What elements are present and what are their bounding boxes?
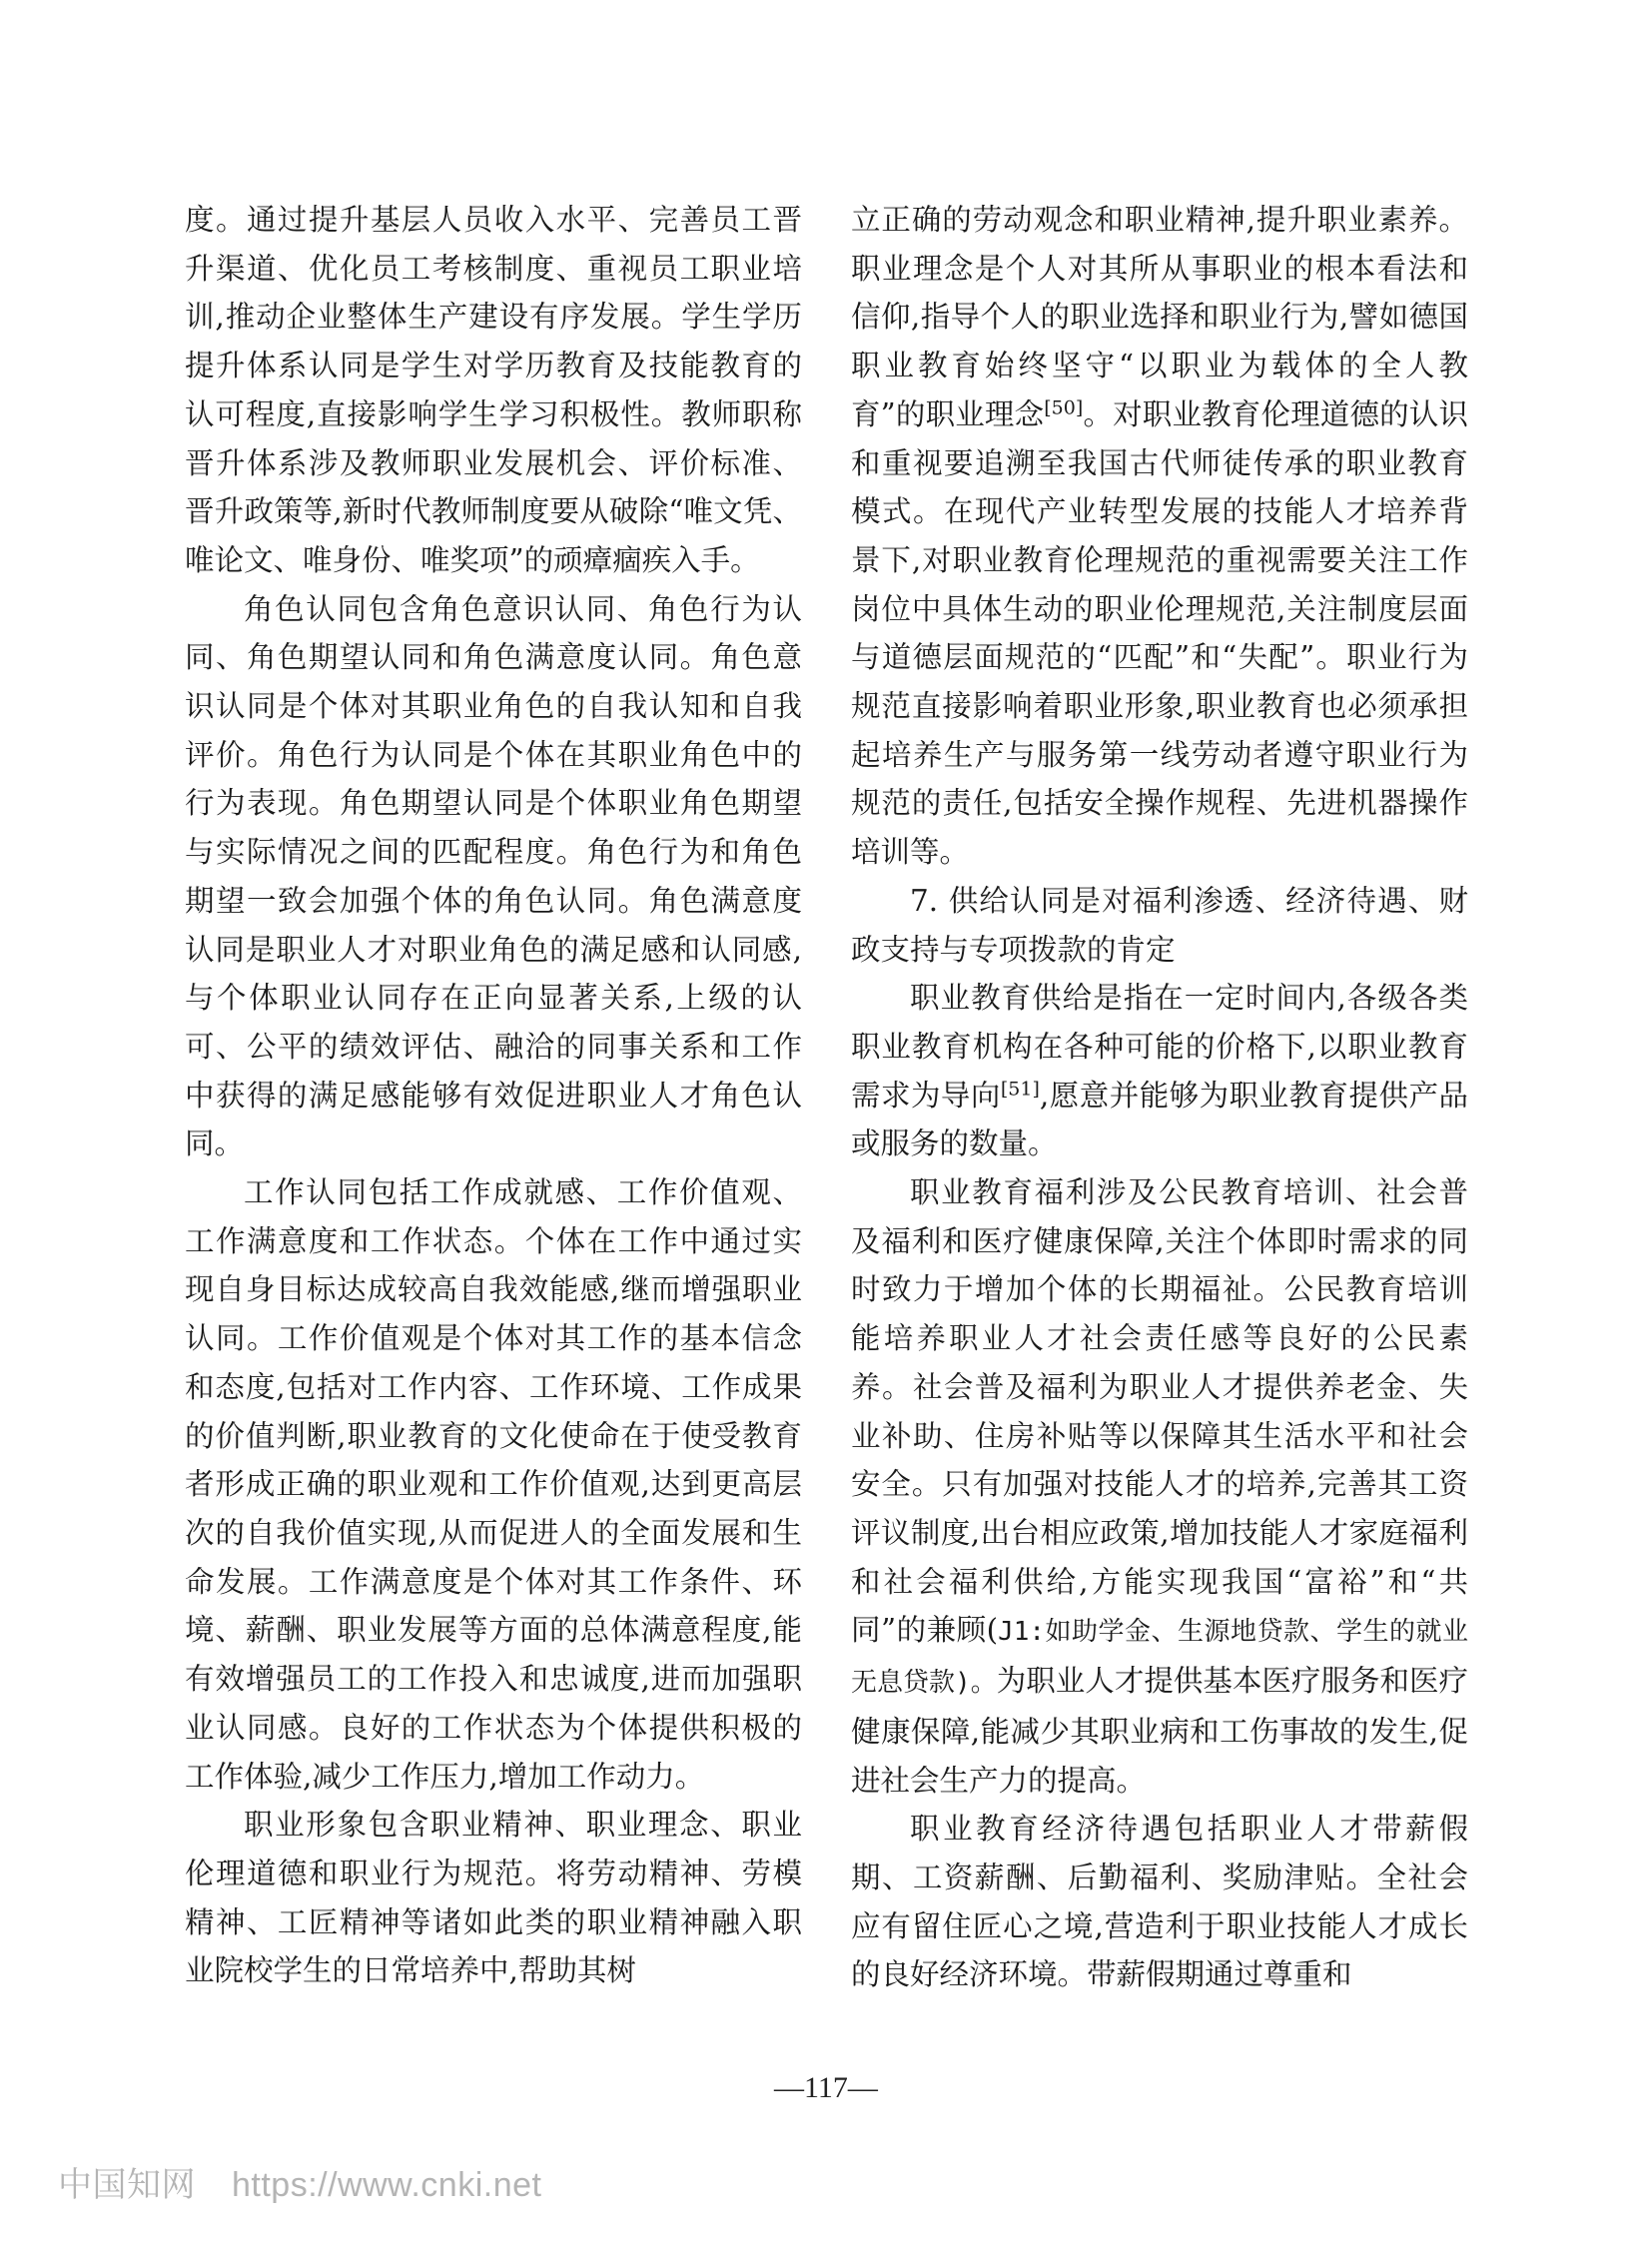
paragraph: 度。通过提升基层人员收入水平、完善员工晋升渠道、优化员工考核制度、重视员工职业培训,推动企业整体生产建设有序发展。学生学历提升体系认同是学生对学历教育及技能教育的认可程度,直接影响学生学习积极性。教师职称晋升体系涉及教师职业发展机会、评价标准、晋升政策等,新时代教师制度要从破除“唯文凭、唯论文、唯身份、唯奖项”的顽瘴痼疾入手。 — [185, 203, 802, 577]
paragraph — [851, 1168, 1468, 1805]
page-number: —117— — [774, 2071, 878, 2104]
paragraph — [851, 974, 1468, 1168]
paragraph — [851, 196, 1468, 877]
paragraph: 职业教育经济待遇包括职业人才带薪假期、工资薪酬、后勤福利、奖励津贴。全社会应有留住匠心之境,营造利于职业技能人才成长的良好经济环境。带薪假期通过尊重和 — [851, 1812, 1468, 1992]
text-run: 职业教育福利涉及公民教育培训、社会普及福利和医疗健康保障,关注个体即时需求的同时致力于增加个体的长期福祉。公民教育培训能培养职业人才社会责任感等良好的公民素养。社会普及福利为职业人才提供养老金、失业补助、住房补贴等以保障其生活水平和社会安全。只有加强对技能人才的培养,完善其工资评议制度,出台相应政策,增加技能人才家庭福利和社会福利供给,方能实现我国“富裕”和“共同”的兼顾( — [851, 1175, 1468, 1648]
text-run: ,愿意并能够为职业教育提供产品或服务的数量。 — [851, 1078, 1468, 1161]
watermark-url: https://www.cnki.net — [232, 2166, 542, 2204]
text-run: 为职业人才提供基本医疗服务和医疗健康保障,能减少其职业病和工伤事故的发生,促进社会生产力的提高。 — [851, 1664, 1468, 1798]
text-run: 立正确的劳动观念和职业精神,提升职业素养。职业理念是个人对其所从事职业的根本看法和信仰,指导个人的职业选择和职业行为,譬如德国职业教育始终坚守“以职业为载体的全人教育”的职业理念 — [851, 203, 1468, 431]
citation-ref: [50] — [1044, 396, 1084, 419]
section-heading: 7. 供给认同是对福利渗透、经济待遇、财政支持与专项拨款的肯定 — [851, 883, 1468, 967]
watermark-brand: 中国知网 — [58, 2166, 196, 2204]
paragraph: 角色认同包含角色意识认同、角色行为认同、角色期望认同和角色满意度认同。角色意识认同是个体对其职业角色的自我认知和自我评价。角色行为认同是个体在其职业角色中的行为表现。角色期望认同是个体职业角色期望与实际情况之间的匹配程度。角色行为和角色期望一致会加强个体的角色认同。角色满意度认同是职业人才对职业角色的满足感和认同感,与个体职业认同存在正向显著关系,上级的认可、公平的绩效评估、融洽的同事关系和工作中获得的满足感能够有效促进职业人才角色认同。 — [185, 591, 802, 1161]
right-column — [851, 196, 1468, 1999]
text-run: 职业教育供给是指在一定时间内,各级各类职业教育机构在各种可能的价格下,以职业教育需求为导向 — [851, 981, 1468, 1113]
paragraph: 工作认同包括工作成就感、工作价值观、工作满意度和工作状态。个体在工作中通过实现自身目标达成较高自我效能感,继而增强职业认同。工作价值观是个体对其工作的基本信念和态度,包括对工作内容、工作环境、工作成果的价值判断,职业教育的文化使命在于使受教育者形成正确的职业观和工作价值观,达到更高层次的自我价值实现,从而促进人的全面发展和生命发展。工作满意度是个体对其工作条件、环境、薪酬、职业发展等方面的总体满意程度,能有效增强员工的工作投入和忠诚度,进而加强职业认同感。良好的工作状态为个体提供积极的工作体验,减少工作压力,增加工作动力。 — [185, 1175, 802, 1794]
citation-ref: [51] — [1000, 1078, 1040, 1101]
watermark — [58, 2157, 541, 2206]
left-column — [185, 196, 802, 1995]
text-run: 。对职业教育伦理道德的认识和重视要追溯至我国古代师徒传承的职业教育模式。在现代产业转型发展的技能人才培养背景下,对职业教育伦理规范的重视需要关注工作岗位中具体生动的职业伦理规范,关注制度层面与道德层面规范的“匹配”和“失配”。职业行为规范直接影响着职业形象,职业教育也必须承担起培养生产与服务第一线劳动者遵守职业行为规范的责任,包括安全操作规程、先进机器操作培训等。 — [851, 396, 1468, 870]
inline-note: J1:如助学金、生源地贷款、学生的就业无息贷款)。 — [851, 1617, 1468, 1699]
paragraph: 职业形象包含职业精神、职业理念、职业伦理道德和职业行为规范。将劳动精神、劳模精神、工匠精神等诸如此类的职业精神融入职业院校学生的日常培养中,帮助其树 — [185, 1808, 802, 1988]
